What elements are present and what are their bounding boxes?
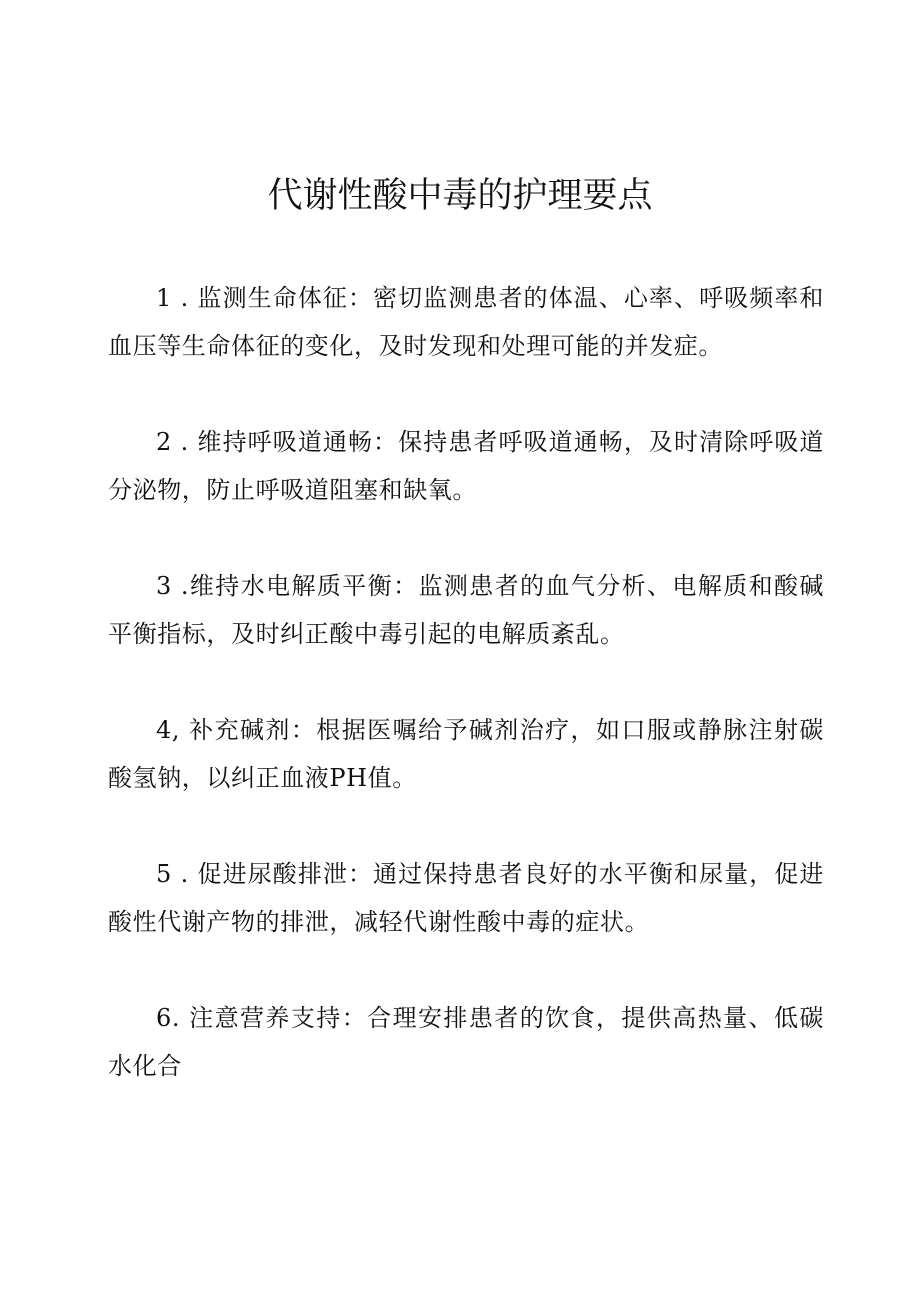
document-title: 代谢性酸中毒的护理要点: [267, 176, 653, 216]
paragraph-airway: 2 . 维持呼吸道通畅：保持患者呼吸道通畅，及时清除呼吸道分泌物，防止呼吸道阻塞和缺氧。: [108, 428, 824, 504]
paragraph-acid-excretion: 5 . 促进尿酸排泄：通过保持患者良好的水平衡和尿量，促进酸性代谢产物的排泄，减轻代谢性酸中毒的症状。: [108, 860, 824, 936]
paragraph-electrolyte-balance: 3 .维持水电解质平衡：监测患者的血气分析、电解质和酸碱平衡指标，及时纠正酸中毒引起的电解质紊乱。: [108, 572, 824, 648]
paragraph-nutrition-support: 6. 注意营养支持：合理安排患者的饮食，提供高热量、低碳水化合: [108, 1004, 824, 1080]
paragraph-alkali-supplement: 4, 补充碱剂：根据医嘱给予碱剂治疗，如口服或静脉注射碳酸氢钠，以纠正血液PH值。: [108, 716, 824, 792]
paragraph-monitor-vital-signs: 1 . 监测生命体征：密切监测患者的体温、心率、呼吸频率和血压等生命体征的变化，及时发现和处理可能的并发症。: [108, 284, 824, 360]
